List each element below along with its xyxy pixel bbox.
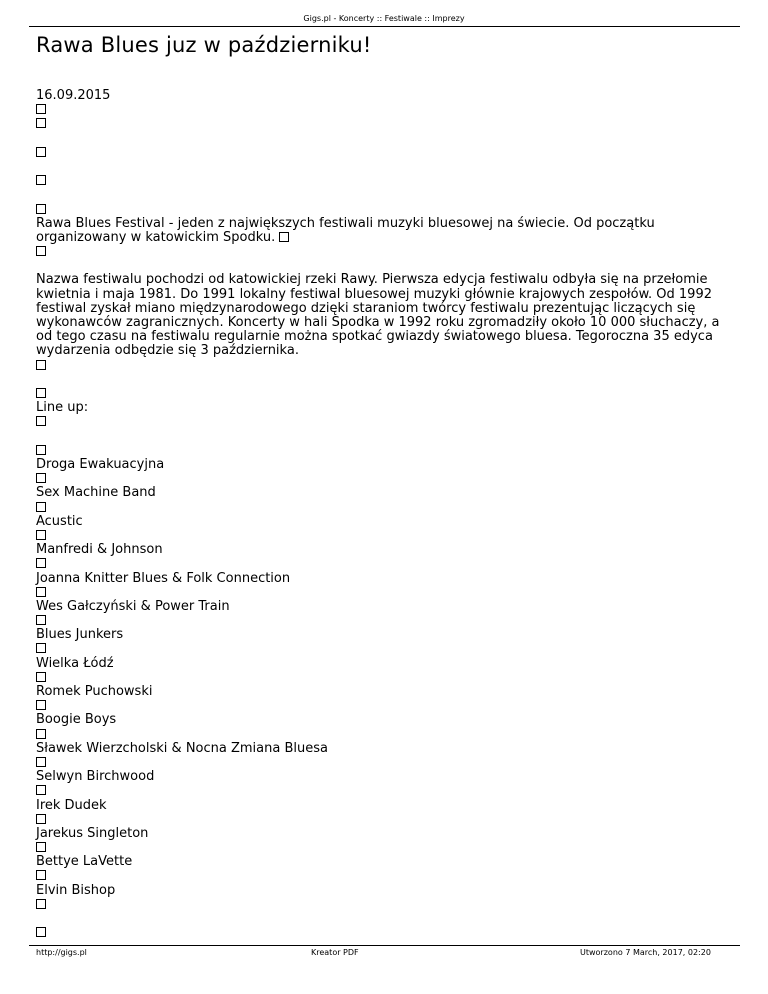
- missing-glyph-icon: [36, 530, 46, 540]
- missing-glyph-icon: [36, 246, 46, 256]
- missing-glyph-icon: [36, 445, 46, 455]
- page-header: Gigs.pl - Koncerty :: Festiwale :: Imprezy: [303, 14, 465, 23]
- article-date: 16.09.2015: [36, 88, 111, 103]
- missing-glyph-icon: [36, 558, 46, 568]
- missing-glyph-icon: [36, 147, 46, 157]
- lineup-item: Manfredi & Johnson: [36, 542, 163, 558]
- missing-glyph-icon: [36, 473, 46, 483]
- missing-glyph-icon: [36, 388, 46, 398]
- lineup-item: Irek Dudek: [36, 797, 107, 813]
- article-title: Rawa Blues juz w październiku!: [36, 33, 372, 57]
- missing-glyph-icon: [36, 842, 46, 852]
- footer-divider: [29, 945, 740, 946]
- footer-created-date: Utworzono 7 March, 2017, 02:20: [580, 948, 711, 957]
- missing-glyph-icon: [36, 785, 46, 795]
- missing-glyph-icon: [36, 927, 46, 937]
- missing-glyph-icon: [36, 870, 46, 880]
- lineup-item: Bettye LaVette: [36, 854, 133, 870]
- missing-glyph-icon: [36, 204, 46, 214]
- missing-glyph-icon: [36, 104, 46, 114]
- header-divider: [29, 26, 740, 27]
- missing-glyph-icon: [279, 232, 289, 242]
- lineup-item: Wielka Łódź: [36, 655, 114, 671]
- lineup-item: Selwyn Birchwood: [36, 769, 155, 785]
- missing-glyph-icon: [36, 814, 46, 824]
- footer-generator: Kreator PDF: [311, 948, 359, 957]
- missing-glyph-icon: [36, 175, 46, 185]
- missing-glyph-icon: [36, 587, 46, 597]
- lineup-item: Jarekus Singleton: [36, 825, 149, 841]
- intro-paragraph: Rawa Blues Festival - jeden z największych festiwali muzyki bluesowej na świecie. Od początku organizowany w katowickim Spodku.: [36, 215, 655, 245]
- lineup-item: Wes Gałczyński & Power Train: [36, 598, 230, 614]
- lineup-item: Blues Junkers: [36, 627, 124, 643]
- footer-url: http://gigs.pl: [36, 948, 87, 957]
- missing-glyph-icon: [36, 615, 46, 625]
- lineup-item: Joanna Knitter Blues & Folk Connection: [36, 570, 291, 586]
- lineup-item: Sex Machine Band: [36, 485, 156, 501]
- missing-glyph-icon: [36, 416, 46, 426]
- missing-glyph-icon: [36, 757, 46, 767]
- missing-glyph-icon: [36, 729, 46, 739]
- lineup-item: Droga Ewakuacyjna: [36, 457, 165, 472]
- lineup-item: Elvin Bishop: [36, 882, 116, 898]
- lineup-item: Acustic: [36, 513, 83, 529]
- missing-glyph-icon: [36, 672, 46, 682]
- missing-glyph-icon: [36, 700, 46, 710]
- article-body: [36, 89, 736, 940]
- missing-glyph-icon: [36, 643, 46, 653]
- missing-glyph-icon: [36, 360, 46, 370]
- missing-glyph-icon: [36, 502, 46, 512]
- lineup-item: Boogie Boys: [36, 712, 117, 728]
- lineup-item: Romek Puchowski: [36, 684, 153, 699]
- missing-glyph-icon: [36, 118, 46, 128]
- history-paragraph: Nazwa festiwalu pochodzi od katowickiej rzeki Rawy. Pierwsza edycja festiwalu odbyła się na przełomie kwietnia i maja 1981. Do 1991 lokalny festiwal bluesowej muzyki głównie krajowych zespołów. Od 1992 festiwal zyskał miano międzynarodowego dzięki staraniom twórcy festiwalu prezentując liczących się wykonawców zagranicznych. Koncerty w hali Spodka w 1992 roku zgromadziły około 10 000 słuchaczy, a od tego czasu na festiwalu regularnie można spotkać gwiazdy światowego bluesa. Tegoroczna 35 edyca wydarzenia odbędzie się 3 października.: [36, 272, 720, 359]
- lineup-item: Sławek Wierzcholski & Nocna Zmiana Bluesa: [36, 740, 328, 756]
- lineup-label: Line up:: [36, 400, 89, 416]
- missing-glyph-icon: [36, 899, 46, 909]
